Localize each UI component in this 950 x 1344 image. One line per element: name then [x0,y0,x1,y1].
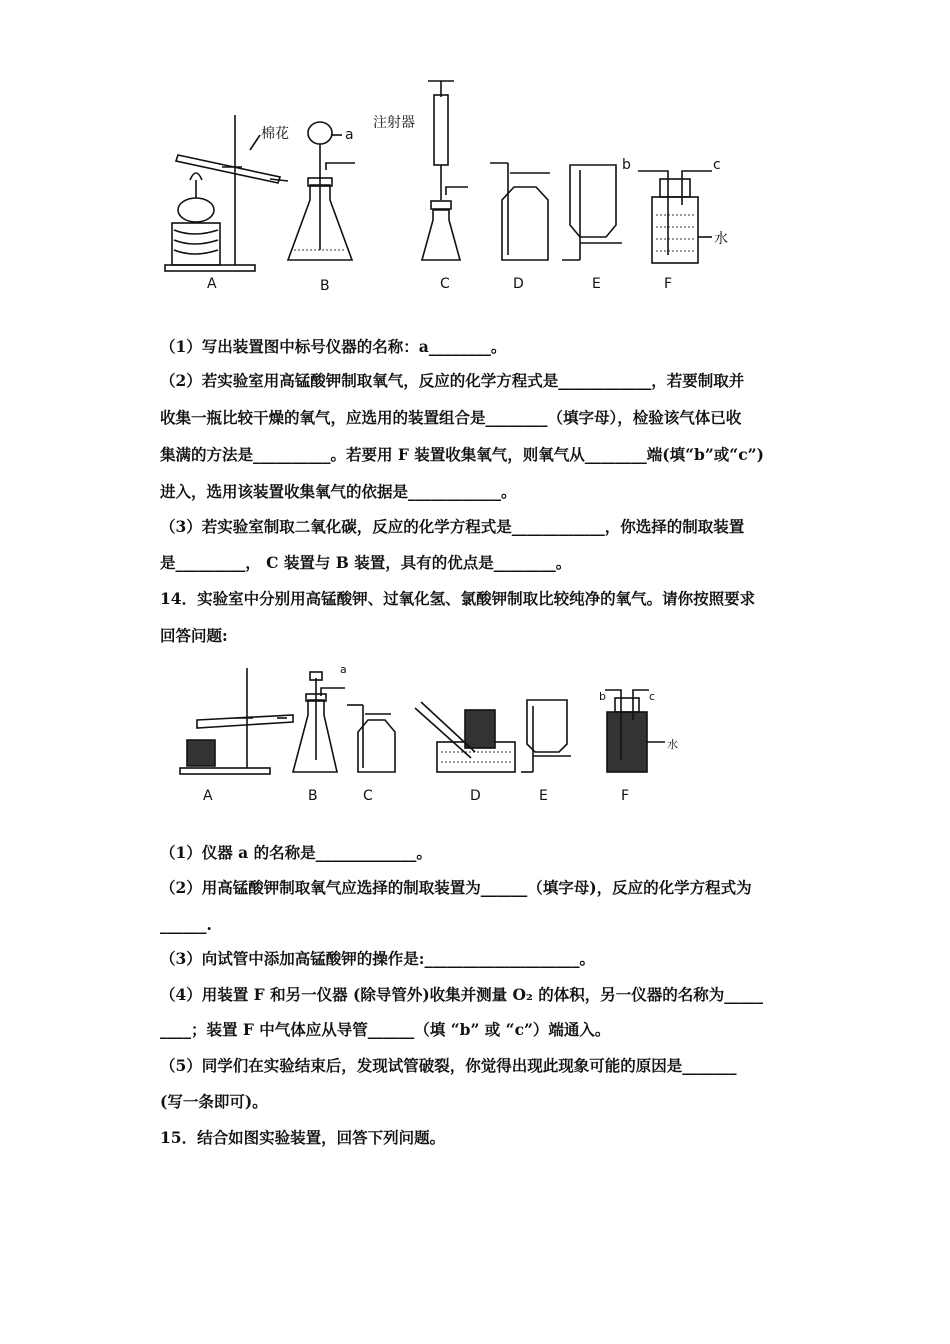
apparatus-figure-2 [175,660,695,810]
label-water-fig2: 水 [667,738,678,751]
fig2-apparatus-E [521,700,571,772]
q13-part2-line4: 进入，选用该装置收集氧气的依据是____________。 [160,482,517,501]
q13-part1: （1）写出装置图中标号仪器的名称：a________。 [160,337,507,356]
label-a-fig1: a [345,127,354,143]
fig1-label-E: E [592,276,601,292]
q14-part1: （1）仪器 a 的名称是_____________。 [160,843,432,862]
label-b-fig2: b [599,690,606,703]
apparatus-D [490,163,550,260]
fig2-label-A: A [203,788,213,804]
fig2-apparatus-F [605,690,665,772]
fig1-label-F: F [664,276,673,292]
q14-part4-line1: （4）用装置 F 和另一仪器 (除导管外)收集并测量 O₂ 的体积，另一仪器的名称为_____ [160,985,763,1004]
fig1-label-B: B [320,278,330,294]
fig2-apparatus-C [347,705,395,772]
label-c-fig2: c [649,690,656,703]
label-cotton: 棉花 [261,126,289,142]
label-water-fig1: 水 [714,231,728,247]
fig2-label-E: E [539,788,548,804]
fig1-label-D: D [513,276,524,292]
apparatus-C [422,81,468,260]
q14-part2-line2: ______. [160,915,212,934]
q14-part5-line1: （5）同学们在实验结束后，发现试管破裂，你觉得出现此现象可能的原因是_______ [160,1056,737,1075]
q13-part3-line1: （3）若实验室制取二氧化碳，反应的化学方程式是____________，你选择的制取装置 [160,517,745,536]
label-c-fig1: c [713,157,721,173]
fig2-apparatus-B [293,672,345,772]
label-syringe: 注射器 [373,115,415,131]
apparatus-figure-1 [160,75,800,300]
apparatus-E [562,165,622,260]
q14-part5-line2: (写一条即可)。 [160,1092,268,1111]
q14-stem-line2: 回答问题: [160,626,228,645]
apparatus-F [638,171,712,263]
fig1-label-C: C [440,276,450,292]
fig1-label-A: A [207,276,217,292]
q13-part2-line3: 集满的方法是__________。若要用 F 装置收集氧气，则氧气从________端(填“b”或“c”) [160,445,764,464]
q14-part3: （3）向试管中添加高锰酸钾的操作是:____________________。 [160,949,596,968]
fig2-label-F: F [621,788,630,804]
q14-part2-line1: （2）用高锰酸钾制取氧气应选择的制取装置为______（填字母)，反应的化学方程式为 [160,878,752,897]
q13-part2-line1: （2）若实验室用高锰酸钾制取氧气，反应的化学方程式是____________，若要制取并 [160,371,745,390]
fig2-apparatus-A [180,668,293,774]
fig2-label-B: B [308,788,318,804]
fig2-label-C: C [363,788,373,804]
q14-part4-line2: ____；装置 F 中气体应从导管______（填 “b” 或 “c”）端通入。 [160,1020,611,1039]
q13-part2-line2: 收集一瓶比较干燥的氧气，应选用的装置组合是________（填字母），检验该气体已收 [160,408,742,427]
label-a-fig2: a [340,663,347,676]
fig2-label-D: D [470,788,481,804]
fig2-apparatus-D [415,702,515,772]
q15-stem: 15．结合如图实验装置，回答下列问题。 [160,1128,446,1147]
q14-stem-line1: 14．实验室中分别用高锰酸钾、过氧化氢、氯酸钾制取比较纯净的氧气。请你按照要求 [160,589,756,608]
q13-part3-line2: 是_________， C 装置与 B 装置，具有的优点是________。 [160,553,572,572]
label-b-fig1: b [622,157,631,173]
